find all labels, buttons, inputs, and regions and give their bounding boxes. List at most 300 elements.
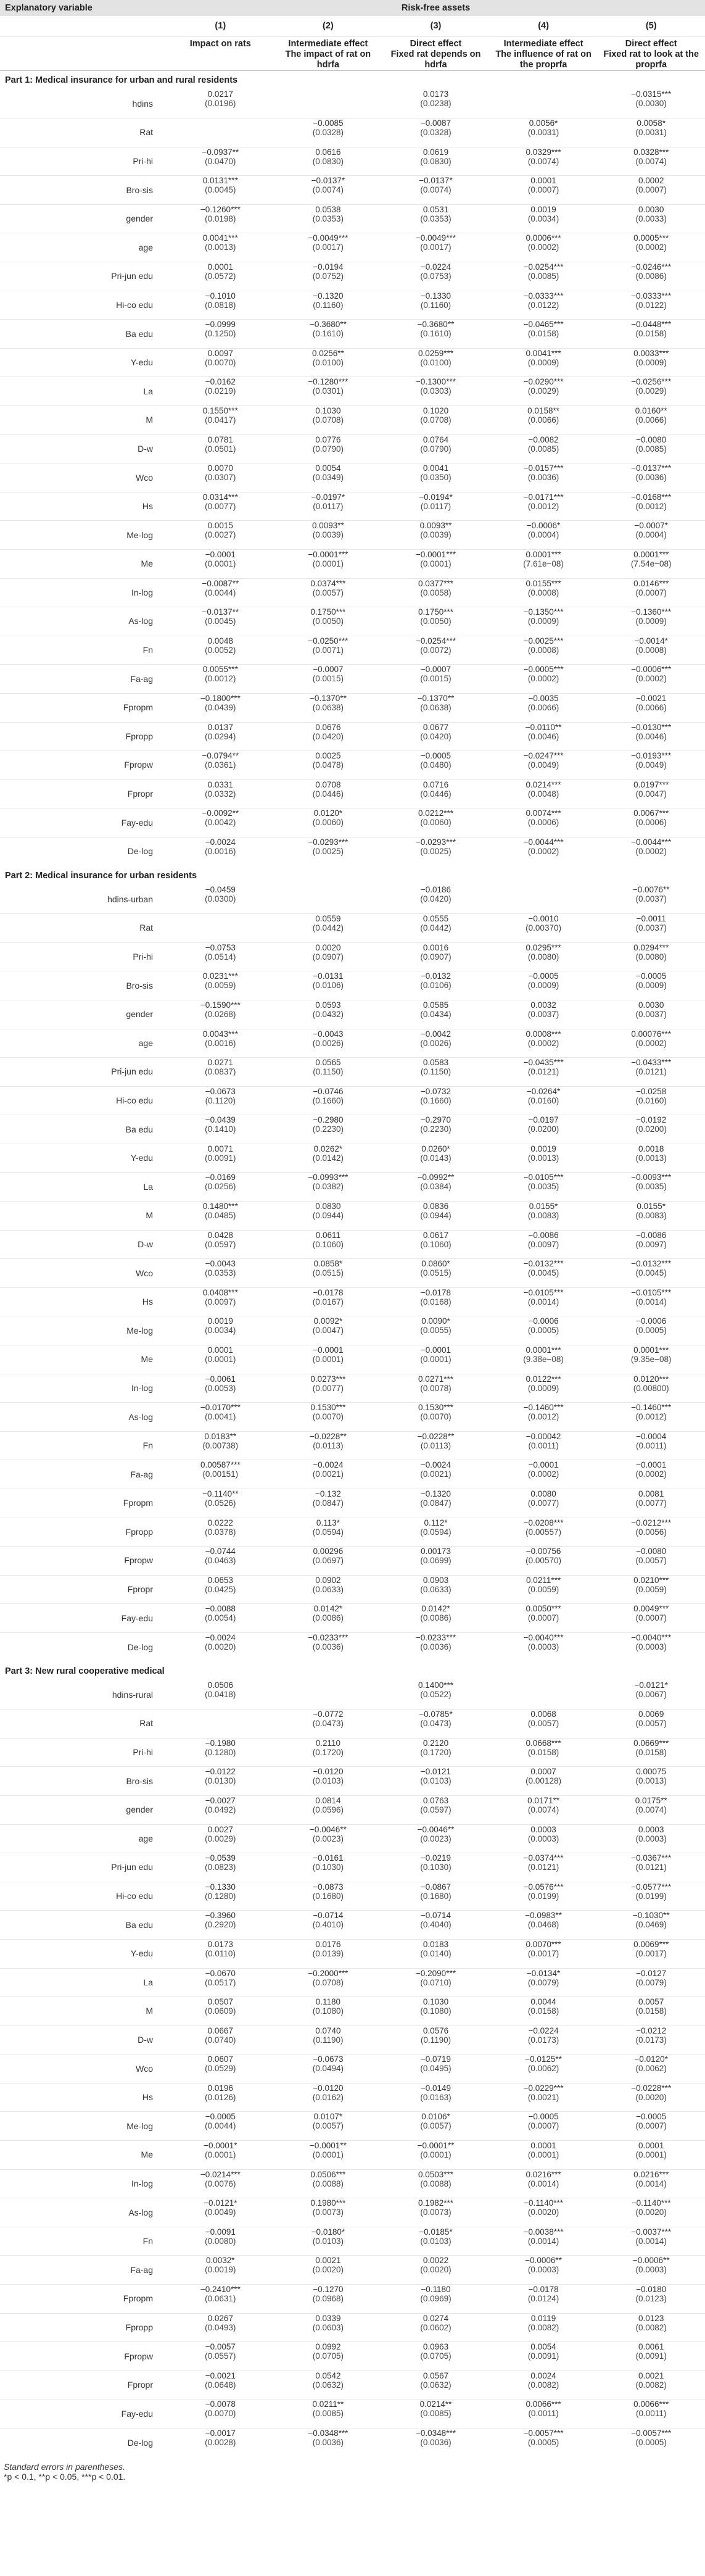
footnotes — [0, 2462, 705, 2482]
variable-label: Hs — [0, 492, 167, 521]
standard-error: (0.0268) — [205, 1009, 236, 1019]
variable-label: M — [0, 1202, 167, 1231]
coef-cell — [167, 1738, 274, 1767]
coefficient: −0.2410*** — [200, 2285, 241, 2295]
coef-cell — [167, 808, 274, 837]
standard-error: (0.0045) — [527, 1268, 559, 1278]
standard-error: (0.0080) — [205, 2236, 236, 2246]
variable-label: Me-log — [0, 2112, 167, 2141]
standard-error: (0.0026) — [312, 1038, 344, 1048]
standard-error: (0.0060) — [420, 818, 451, 828]
table-row — [0, 2313, 705, 2342]
coef-cell — [382, 722, 490, 751]
coefficient: 0.1750*** — [310, 607, 346, 617]
standard-error: (0.0572) — [205, 272, 236, 281]
coef-cell — [597, 550, 705, 579]
standard-error: (0.4010) — [312, 1920, 344, 1930]
coefficient: −0.1460*** — [631, 1403, 672, 1413]
standard-error: (0.0468) — [527, 1920, 559, 1930]
coefficient: −0.0061 — [205, 1374, 236, 1384]
standard-error: (0.0007) — [527, 1613, 559, 1623]
variable-label: In-log — [0, 1374, 167, 1403]
coef-cell — [274, 118, 382, 147]
coefficient: −0.1330 — [420, 291, 451, 301]
standard-error: (0.0002) — [527, 1038, 559, 1048]
table-row — [0, 837, 705, 866]
coefficient: −0.0178 — [528, 2285, 559, 2295]
coefficient: 0.0070*** — [526, 1939, 561, 1949]
variable-label: Fpropw — [0, 1547, 167, 1576]
coefficient: −0.0577*** — [631, 1882, 672, 1892]
coef-cell — [382, 2342, 490, 2371]
coef-cell — [490, 636, 598, 665]
standard-error: (0.2230) — [312, 1124, 344, 1134]
coefficient: 0.1550*** — [202, 406, 238, 416]
coefficient: 0.0041*** — [526, 348, 561, 358]
coefficient: −0.0333*** — [631, 291, 672, 301]
coef-cell — [490, 808, 598, 837]
coefficient: 0.0131*** — [202, 176, 238, 186]
table-row — [0, 1939, 705, 1968]
coef-cell — [490, 2227, 598, 2256]
part-title-row — [0, 70, 705, 89]
part-title: Part 3: New rural cooperative medical — [5, 1666, 165, 1676]
variable-label: Fpropm — [0, 693, 167, 722]
coef-cell — [382, 1345, 490, 1374]
standard-error: (0.0944) — [312, 1211, 344, 1221]
coef-cell — [597, 1853, 705, 1882]
coef-cell — [490, 1431, 598, 1460]
coefficient: −0.0714 — [313, 1911, 344, 1921]
coef-cell — [274, 233, 382, 262]
standard-error: (0.0122) — [635, 300, 667, 310]
coefficient: 0.0092* — [313, 1316, 343, 1326]
coefficient: −0.0086 — [636, 1230, 667, 1240]
coef-cell — [274, 779, 382, 808]
standard-error: (0.0009) — [527, 357, 559, 367]
coefficient: 0.0005*** — [633, 233, 669, 243]
coefficient: −0.0233*** — [308, 1632, 348, 1642]
coef-cell — [382, 1403, 490, 1432]
coef-cell — [490, 1202, 598, 1231]
coefficient: 0.0212*** — [418, 808, 454, 818]
coef-cell — [274, 1632, 382, 1661]
coef-cell — [382, 1086, 490, 1115]
coefficient: −0.0264* — [526, 1086, 561, 1096]
coefficient: −0.0233*** — [416, 1632, 456, 1642]
standard-error: (0.0066) — [635, 702, 667, 712]
coef-cell — [274, 1853, 382, 1882]
table-row — [0, 1738, 705, 1767]
standard-error: (0.0097) — [205, 1297, 236, 1307]
standard-error: (0.0301) — [312, 386, 344, 396]
coefficient: 0.0050*** — [526, 1604, 561, 1614]
standard-error: (0.0082) — [635, 2322, 667, 2332]
coefficient: 0.0992 — [315, 2342, 341, 2352]
coefficient: 0.0033*** — [633, 348, 669, 358]
standard-error: (0.0847) — [420, 1498, 451, 1508]
col-effect-label: Direct effect — [625, 38, 677, 49]
coef-cell — [490, 89, 598, 118]
coefficient: 0.0271 — [207, 1058, 233, 1068]
standard-error: (0.0085) — [635, 444, 667, 454]
coefficient: −0.0178 — [420, 1287, 451, 1297]
coef-cell — [382, 1997, 490, 2026]
standard-error: (0.0594) — [312, 1527, 344, 1537]
standard-error: (0.0091) — [527, 2351, 559, 2361]
coefficient: −0.0006** — [525, 2256, 562, 2266]
coefficient: 0.0593 — [315, 1000, 341, 1010]
coefficient: −0.0085 — [313, 118, 344, 128]
coefficient: 0.0506 — [207, 1681, 233, 1690]
variable-label: La — [0, 1968, 167, 1997]
coef-cell — [274, 1738, 382, 1767]
standard-error: (0.0017) — [312, 243, 344, 252]
coef-cell — [382, 291, 490, 320]
standard-error: (0.0100) — [312, 357, 344, 367]
standard-error: (0.0420) — [420, 894, 451, 904]
standard-error: (0.00557) — [526, 1527, 561, 1537]
coef-cell — [490, 1738, 598, 1767]
coef-cell — [382, 1968, 490, 1997]
coefficient: −0.0001 — [528, 1460, 559, 1470]
standard-error: (0.0140) — [420, 1948, 451, 1958]
coef-cell — [382, 1000, 490, 1029]
standard-error: (0.0501) — [205, 444, 236, 454]
coefficient: −0.0049*** — [416, 233, 456, 243]
col-effect — [382, 36, 490, 70]
coefficient: −0.0170*** — [200, 1403, 241, 1413]
standard-error: (0.0420) — [312, 731, 344, 741]
variable-label: hdins-rural — [112, 1689, 153, 1700]
table-row — [0, 2025, 705, 2055]
coefficient: 0.0173 — [423, 89, 449, 99]
coef-cell — [382, 1575, 490, 1604]
standard-error: (0.0384) — [420, 1182, 451, 1192]
standard-error: (0.0077) — [527, 1498, 559, 1508]
table-row — [0, 521, 705, 550]
coef-cell — [274, 262, 382, 291]
coef-cell — [597, 2083, 705, 2112]
coef-cell — [382, 1316, 490, 1345]
coef-cell — [167, 233, 274, 262]
coefficient: −0.0744 — [205, 1547, 236, 1556]
coef-cell — [274, 2141, 382, 2170]
coef-cell — [167, 377, 274, 406]
coef-cell — [167, 1939, 274, 1968]
coef-cell — [274, 1115, 382, 1144]
coefficient: −0.0121* — [204, 2198, 237, 2208]
variable-label: Fa-ag — [0, 665, 167, 694]
coef-cell — [167, 1173, 274, 1202]
coefficient: −0.0134* — [526, 1968, 561, 1978]
coefficient: −0.0171*** — [523, 492, 564, 502]
variable-label: Pri-jun edu — [0, 262, 167, 291]
coef-cell — [490, 2370, 598, 2399]
coef-cell — [597, 1681, 705, 1710]
col-effect — [597, 36, 705, 70]
coefficient: −0.0010 — [528, 914, 559, 924]
coefficient: −0.1370** — [310, 693, 347, 703]
coefficient: −0.0093*** — [631, 1173, 672, 1182]
variable-label: Hi-co edu — [0, 291, 167, 320]
coefficient: −0.0006 — [636, 1316, 667, 1326]
coefficient: 0.0216*** — [633, 2169, 669, 2179]
standard-error: (0.0076) — [205, 2179, 236, 2188]
coefficient: 0.2110 — [315, 1738, 341, 1748]
coef-cell — [274, 1058, 382, 1087]
coefficient: 0.0097 — [207, 348, 233, 358]
coef-cell — [274, 1173, 382, 1202]
coefficient: 0.0267 — [207, 2313, 233, 2323]
coefficient: −0.0208*** — [523, 1518, 564, 1527]
col-effect-label: Intermediate effect — [503, 38, 583, 49]
table-row — [0, 636, 705, 665]
standard-error: (0.0009) — [635, 617, 667, 626]
standard-error: (0.0158) — [635, 1747, 667, 1757]
table-row — [0, 1144, 705, 1173]
standard-error: (0.0039) — [420, 530, 451, 540]
coefficient: 0.00076*** — [631, 1029, 671, 1039]
standard-error: (0.0328) — [312, 128, 344, 138]
standard-error: (0.0047) — [635, 789, 667, 799]
coefficient: 0.0214** — [419, 2399, 452, 2409]
standard-error: (0.0055) — [420, 1326, 451, 1336]
coefficient: 0.0024 — [530, 2370, 556, 2380]
standard-error: (0.0478) — [312, 760, 344, 770]
standard-error: (0.0001) — [205, 2150, 236, 2160]
coef-cell — [167, 1632, 274, 1661]
coef-cell — [490, 521, 598, 550]
coefficient: 0.0716 — [423, 779, 449, 789]
coefficient: 0.0001 — [530, 2141, 556, 2151]
standard-error: (0.0097) — [635, 1239, 667, 1249]
coefficient: −0.1140*** — [524, 2198, 564, 2208]
standard-error: (0.0011) — [528, 2409, 559, 2419]
standard-error: (0.0071) — [312, 645, 344, 655]
standard-error: (0.0609) — [205, 2006, 236, 2016]
table-row — [0, 2256, 705, 2285]
coefficient: −0.0719 — [420, 2055, 451, 2064]
coefficient: 0.0021 — [315, 2256, 341, 2266]
variable-label: gender — [0, 204, 167, 233]
coefficient: 0.0142* — [313, 1604, 343, 1614]
standard-error: (0.0596) — [312, 1805, 344, 1814]
coef-cell — [490, 118, 598, 147]
table-row — [0, 1968, 705, 1997]
coefficient: 0.0057 — [638, 1997, 664, 2007]
coef-cell — [382, 2141, 490, 2170]
standard-error: (0.0031) — [527, 128, 559, 138]
coefficient: 0.0007 — [530, 1767, 556, 1777]
standard-error: (0.0050) — [420, 617, 451, 626]
standard-error: (0.0473) — [420, 1719, 451, 1729]
standard-error: (0.0002) — [635, 674, 667, 684]
standard-error: (0.0020) — [635, 2208, 667, 2217]
coef-cell — [490, 971, 598, 1000]
standard-error: (0.0059) — [635, 1584, 667, 1594]
coefficient: −0.2970 — [420, 1115, 451, 1125]
standard-error: (0.0074) — [420, 185, 451, 195]
variable-label: Fn — [0, 636, 167, 665]
coef-cell — [382, 550, 490, 579]
variable-label: As-log — [0, 2198, 167, 2227]
table-body — [0, 70, 705, 2457]
coefficient: 0.0043*** — [202, 1029, 238, 1039]
coef-cell — [597, 2370, 705, 2399]
coef-cell — [597, 2055, 705, 2084]
coef-cell — [274, 808, 382, 837]
coef-cell — [274, 751, 382, 780]
coef-cell — [597, 1202, 705, 1231]
standard-error: (0.0088) — [420, 2179, 451, 2188]
standard-error: (0.0446) — [420, 789, 451, 799]
coef-cell — [274, 1795, 382, 1824]
footnote-standard-errors: Standard errors in parentheses. — [4, 2462, 125, 2472]
standard-error: (0.0074) — [635, 156, 667, 166]
coefficient: −0.0005 — [528, 971, 559, 981]
coefficient: −0.0001 — [205, 550, 236, 559]
coef-cell — [490, 914, 598, 943]
standard-error: (0.0003) — [527, 1834, 559, 1843]
coefficient: −0.0038*** — [523, 2227, 564, 2237]
standard-error: (0.0557) — [205, 2351, 236, 2361]
table-row — [0, 1345, 705, 1374]
coef-cell — [597, 1604, 705, 1633]
coefficient: −0.2000*** — [308, 1968, 348, 1978]
standard-error: (0.0103) — [420, 1776, 451, 1786]
table-row — [0, 550, 705, 579]
standard-error: (0.0035) — [635, 1182, 667, 1192]
variable-label: Fay-edu — [0, 2399, 167, 2429]
coefficient: −0.0120 — [313, 2083, 344, 2093]
coef-cell — [382, 1460, 490, 1489]
standard-error: (0.1120) — [205, 1095, 236, 1105]
coef-cell — [274, 2370, 382, 2399]
coef-cell — [167, 2256, 274, 2285]
coefficient: −0.0867 — [420, 1882, 451, 1892]
part-title-row — [0, 1661, 705, 1681]
coef-cell — [382, 1115, 490, 1144]
variable-label: De-log — [0, 837, 167, 866]
coef-cell — [274, 2313, 382, 2342]
standard-error: (0.0037) — [635, 1009, 667, 1019]
coef-cell — [274, 1345, 382, 1374]
standard-error: (0.0003) — [635, 2265, 667, 2275]
coef-cell — [274, 2256, 382, 2285]
standard-error: (0.0121) — [527, 1067, 559, 1077]
coef-cell — [274, 1824, 382, 1853]
standard-error: (7.61e−08) — [523, 559, 564, 568]
coefficient: 0.0155* — [637, 1202, 666, 1211]
standard-error: (0.0103) — [312, 2236, 344, 2246]
table-row — [0, 1853, 705, 1882]
standard-error: (0.0007) — [635, 2121, 667, 2131]
standard-error: (0.0420) — [420, 731, 451, 741]
coef-cell — [490, 1374, 598, 1403]
standard-error: (0.0907) — [312, 952, 344, 962]
coef-cell — [274, 291, 382, 320]
coef-cell — [597, 1710, 705, 1739]
coefficient: 0.0021 — [638, 2370, 664, 2380]
coefficient: −0.0092** — [202, 808, 239, 818]
coef-cell — [597, 2256, 705, 2285]
coef-cell — [597, 2025, 705, 2055]
coefficient: 0.0048 — [207, 636, 233, 646]
standard-error: (0.0196) — [205, 99, 236, 108]
coefficient: 0.0902 — [315, 1575, 341, 1585]
standard-error: (0.0106) — [312, 981, 344, 991]
variable-label: Fa-ag — [0, 1460, 167, 1489]
coef-cell — [597, 837, 705, 866]
variable-label: Y-edu — [0, 1144, 167, 1173]
coef-cell — [597, 942, 705, 971]
coef-cell — [597, 1882, 705, 1911]
coefficient: −0.0772 — [313, 1710, 344, 1719]
coef-cell — [382, 176, 490, 205]
coef-cell — [490, 1632, 598, 1661]
standard-error: (0.0007) — [527, 185, 559, 195]
standard-error: (0.0048) — [527, 789, 559, 799]
variable-label: Fpropr — [0, 2370, 167, 2399]
standard-error: (0.0113) — [313, 1440, 344, 1450]
coef-cell — [490, 1911, 598, 1940]
coef-cell — [274, 2285, 382, 2314]
standard-error: (0.0597) — [205, 1239, 236, 1249]
coefficient: −0.0348*** — [416, 2429, 456, 2438]
coefficient: −0.0256*** — [631, 377, 672, 387]
standard-error: (0.0052) — [205, 645, 236, 655]
standard-error: (0.1080) — [420, 2006, 451, 2016]
coefficient: 0.0030 — [638, 1000, 664, 1010]
coef-cell — [382, 1939, 490, 1968]
coef-cell — [490, 1681, 598, 1710]
coef-cell — [597, 1000, 705, 1029]
standard-error: (0.0085) — [527, 444, 559, 454]
standard-error: (0.0790) — [312, 444, 344, 454]
coefficient: 0.0019 — [530, 204, 556, 214]
coef-cell — [382, 1287, 490, 1316]
variable-label: De-log — [0, 1632, 167, 1661]
coef-cell — [490, 665, 598, 694]
standard-error: (0.0047) — [312, 1326, 344, 1336]
coef-cell — [167, 693, 274, 722]
standard-error: (0.0082) — [635, 2380, 667, 2390]
coef-cell — [382, 2370, 490, 2399]
coefficient: −0.0046** — [310, 1824, 347, 1834]
coefficient: −0.0149 — [420, 2083, 451, 2093]
col-effect — [274, 36, 382, 70]
coefficient: −0.0293*** — [308, 837, 348, 847]
coefficient: 0.1530*** — [310, 1403, 346, 1413]
coefficient: −0.0459 — [205, 885, 236, 895]
coef-cell — [597, 2112, 705, 2141]
standard-error: (0.0515) — [312, 1268, 344, 1278]
coef-cell — [597, 1824, 705, 1853]
coef-cell — [167, 204, 274, 233]
coef-cell — [490, 2083, 598, 2112]
standard-error: (0.0699) — [420, 1556, 451, 1566]
standard-error: (0.0100) — [420, 357, 451, 367]
standard-error: (0.0008) — [527, 645, 559, 655]
table-row — [0, 1000, 705, 1029]
standard-error: (0.0015) — [420, 674, 451, 684]
coefficient: 0.0183** — [204, 1431, 237, 1441]
variable-label: Y-edu — [0, 1939, 167, 1968]
coef-cell — [382, 2256, 490, 2285]
coef-cell — [597, 1173, 705, 1202]
coef-cell — [167, 607, 274, 636]
